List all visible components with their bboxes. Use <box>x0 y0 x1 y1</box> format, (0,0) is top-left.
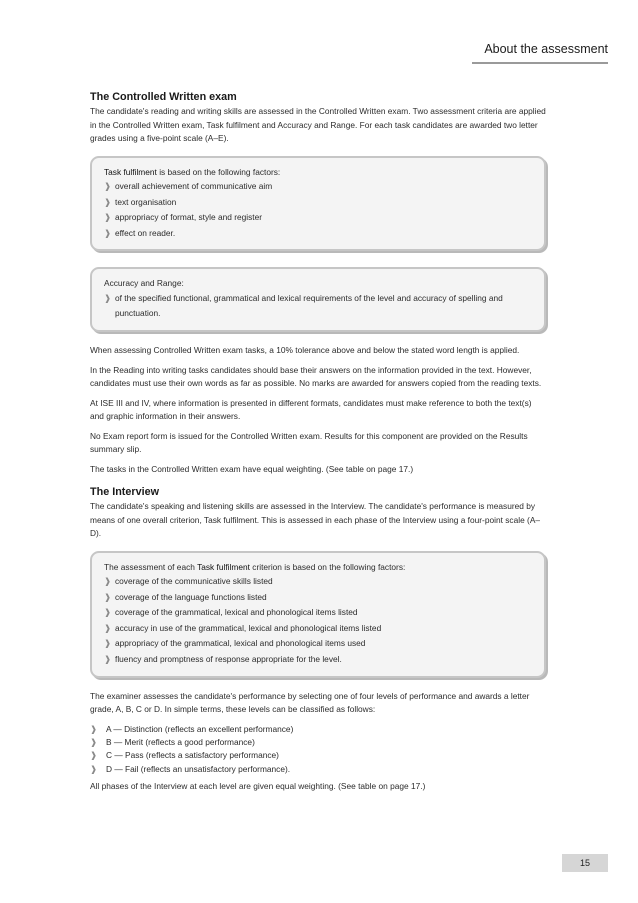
chevron-right-icon: ❱ <box>104 227 112 238</box>
cwe-paragraph: No Exam report form is issued for the Controlled Written exam. Results for this component are provided on the Results summary slip. <box>90 430 528 455</box>
chevron-right-icon: ❱ <box>104 591 112 602</box>
list-item: ❱ B — Merit (reflects a good performance) <box>90 736 546 749</box>
chevron-right-icon: ❱ <box>104 654 112 665</box>
interview-box-lead: The assessment of each Task fulfilment criterion is based on the following factors: <box>104 561 406 572</box>
chevron-right-icon: ❱ <box>104 181 112 191</box>
header-rule <box>472 62 608 64</box>
interview-after-box: The examiner assesses the candidate's performance by selecting one of four levels of performance and awards a letter grade, A, B, C or D. In simple terms, these levels can be classified as follows: <box>90 690 530 715</box>
list-item: ❱ appropriacy of the grammatical, lexical and phonological items used <box>104 636 532 652</box>
cwe-paragraph: When assessing Controlled Written exam tasks, a 10% tolerance above and below the stated word length is applied. <box>90 345 520 356</box>
list-item: ❱ accuracy in use of the grammatical, lexical and phonological items listed <box>104 621 532 637</box>
list-item: ❱ A — Distinction (reflects an excellent performance) <box>90 723 546 736</box>
list-item: ❱ D — Fail (reflects an unsatisfactory performance). <box>90 763 546 776</box>
list-item: ❱ coverage of the language functions listed <box>104 590 532 606</box>
list-item: ❱ overall achievement of communicative aim <box>104 179 532 195</box>
interview-tf-term: Task fulfilment <box>197 561 250 572</box>
list-item: ❱ appropriacy of format, style and register <box>104 210 532 226</box>
grade-list <box>90 723 546 776</box>
tf-box-lead <box>104 166 532 180</box>
interview-criteria-box <box>90 551 546 678</box>
tf-lead-rest: is based on the following factors: <box>156 166 281 177</box>
list-item: ❱ coverage of the communicative skills listed <box>104 574 532 590</box>
chevron-right-icon: ❱ <box>90 736 98 747</box>
accuracy-range-box <box>90 267 546 332</box>
cwe-intro: The candidate's reading and writing skills are assessed in the Controlled Written exam. Two assessment criteria are applied in the Controlled Written exam, Task fulfilment and Accuracy and Range. For each task candidates are awarded two letter grades using a five-point scale (A–E). <box>90 106 546 143</box>
list-item: ❱ effect on reader. <box>104 226 532 242</box>
task-fulfilment-box <box>90 156 546 252</box>
list-item: ❱ fluency and promptness of response appropriate for the level. <box>104 652 532 668</box>
ar-box-lead: Accuracy and Range: <box>104 278 184 289</box>
cwe-paragraph: The tasks in the Controlled Written exam have equal weighting. (See table on page 17.) <box>90 463 414 474</box>
chevron-right-icon: ❱ <box>90 723 98 734</box>
chevron-right-icon: ❱ <box>104 292 112 303</box>
list-item: ❱ of the specified functional, grammatical and lexical requirements of the level and accuracy of spelling and punctuation. <box>104 292 503 319</box>
cwe-paragraph: At ISE III and IV, where information is presented in different formats, candidates must make reference to both the text(s) and graphic information in their answers. <box>90 397 532 422</box>
chevron-right-icon: ❱ <box>104 196 112 207</box>
tf-term: Task fulfilment <box>104 166 157 177</box>
interview-heading: The Interview <box>90 486 159 499</box>
page-number: 15 <box>562 854 608 872</box>
cwe-paragraph: In the Reading into writing tasks candidates should base their answers on the information provided in the text. However, candidates must use their own words as far as possible. No marks are awarded for answers copied from the reading texts. <box>90 364 542 389</box>
chevron-right-icon: ❱ <box>104 622 112 633</box>
cwe-heading: The Controlled Written exam <box>90 91 237 103</box>
ar-factor-list <box>104 291 532 322</box>
chevron-right-icon: ❱ <box>104 638 112 649</box>
list-item: ❱ text organisation <box>104 195 532 211</box>
page-content <box>90 91 546 799</box>
list-item: ❱ coverage of the grammatical, lexical and phonological items listed <box>104 605 532 621</box>
chevron-right-icon: ❱ <box>104 212 112 223</box>
tf-factor-list <box>104 179 532 241</box>
interview-closing: All phases of the Interview at each level are given equal weighting. (See table on page 17.) <box>90 780 426 791</box>
chevron-right-icon: ❱ <box>90 750 98 761</box>
interview-intro: The candidate's speaking and listening skills are assessed in the Interview. The candidate's performance is measured by means of one overall criterion, Task fulfilment. This is assessed in each phase of the Interview using a four-point scale (A–D). <box>90 501 541 539</box>
chevron-right-icon: ❱ <box>90 763 98 774</box>
chevron-right-icon: ❱ <box>104 607 112 618</box>
chevron-right-icon: ❱ <box>104 576 112 587</box>
list-item: ❱ C — Pass (reflects a satisfactory performance) <box>90 749 546 762</box>
interview-factor-list <box>104 574 532 668</box>
running-header: About the assessment <box>484 42 608 56</box>
